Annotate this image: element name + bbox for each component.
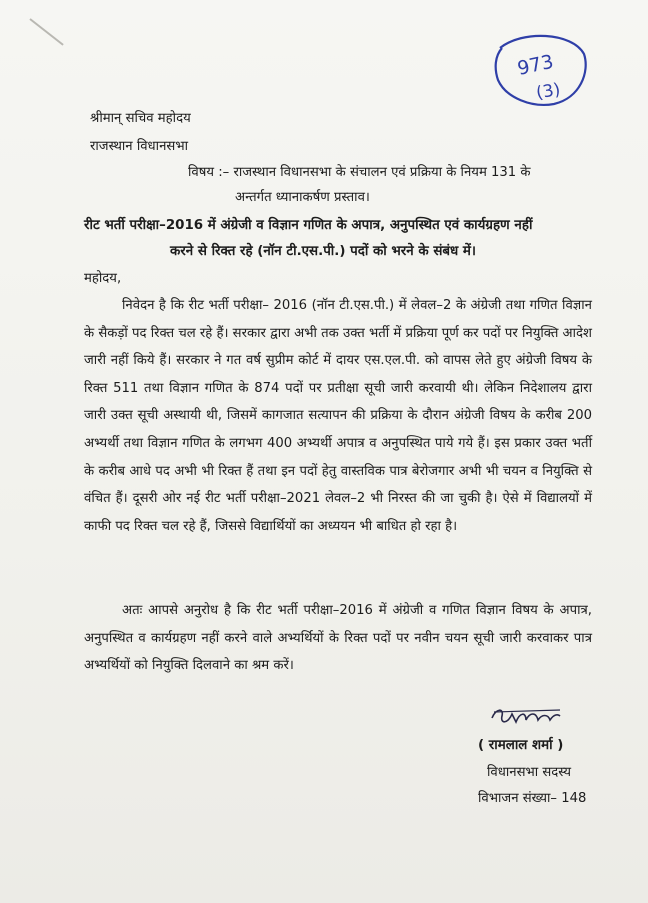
signatory-name: ( रामलाल शर्मा ) — [478, 738, 564, 753]
subject-line1: विषय :– राजस्थान विधानसभा के संचालन एवं प्रक्रिया के नियम 131 के — [188, 165, 531, 180]
inward-number-stamp — [492, 28, 592, 114]
addressee-line2: राजस्थान विधानसभा — [90, 139, 189, 154]
paper-crease — [29, 18, 63, 45]
addressee-line1: श्रीमान् सचिव महोदय — [90, 111, 191, 126]
paragraph-request: अतः आपसे अनुरोध है कि रीट भर्ती परीक्षा–2016 में अंग्रेजी व गणित विज्ञान विषय के अपात्र, अनुपस्थित व कार्यग्रहण नहीं करने वाले अभ्यर्थियों के रिक्त पदों पर नवीन चयन सूची जारी करवाकर पात्र अभ्यर्थियों को नियुक्ति दिलवाने का श्रम करें। — [84, 603, 592, 674]
salutation: महोदय, — [84, 271, 122, 286]
signature — [486, 702, 566, 734]
paragraph-request-background: निवेदन है कि रीट भर्ती परीक्षा– 2016 (नॉन टी.एस.पी.) में लेवल–2 के अंग्रेजी तथा गणित विज्ञान के सैकड़ों पद रिक्त चल रहे हैं। सरकार द्वारा अभी तक उक्त भर्ती में प्रक्रिया पूर्ण कर पदों पर नियुक्ति आदेश जारी नहीं किये हैं। सरकार ने गत वर्ष सुप्रीम कोर्ट में दायर एस.एल.पी. को वापस लेते हुए अंग्रेजी विषय के रिक्त 511 तथा विज्ञान गणित के 874 पदों पर प्रतीक्षा सूची जारी करवायी थी। लेकिन निदेशालय द्वारा जारी उक्त सूची अस्थायी थी, जिसमें कागजात सत्यापन की प्रक्रिया के दौरान अंग्रेजी विषय के करीब 200 अभ्यर्थी तथा विज्ञान गणित के लगभग 400 अभ्यर्थी अपात्र व अनुपस्थित पाये गये हैं। इस प्रकार उक्त भर्ती के करीब आधे पद अभी भी रिक्त हैं तथा इन पदों हेतु वास्तविक पात्र बेरोजगार अभी भी चयन व नियुक्ति से वंचित हैं। दूसरी ओर नई रीट भर्ती परीक्षा–2021 लेवल–2 भी निरस्त की जा चुकी है। ऐसे में विद्यालयों में काफी पद रिक्त चल रहे हैं, जिससे विद्यार्थियों का अध्ययन भी बाधित हो रहा है। — [84, 298, 593, 534]
heading-line1: रीट भर्ती परीक्षा–2016 में अंग्रेजी व विज्ञान गणित के अपात्र, अनुपस्थित एवं कार्यग्रहण नहीं — [84, 218, 533, 233]
signatory-division: विभाजन संख्या– 148 — [478, 791, 587, 806]
subject-line2: अन्तर्गत ध्यानाकर्षण प्रस्ताव। — [235, 190, 370, 205]
inward-number-line1: 973 — [515, 50, 556, 80]
signatory-designation: विधानसभा सदस्य — [487, 765, 572, 780]
inward-number-line2: (3) — [534, 79, 562, 104]
heading-line2: करने से रिक्त रहे (नॉन टी.एस.पी.) पदों को भरने के संबंध में। — [170, 244, 477, 259]
